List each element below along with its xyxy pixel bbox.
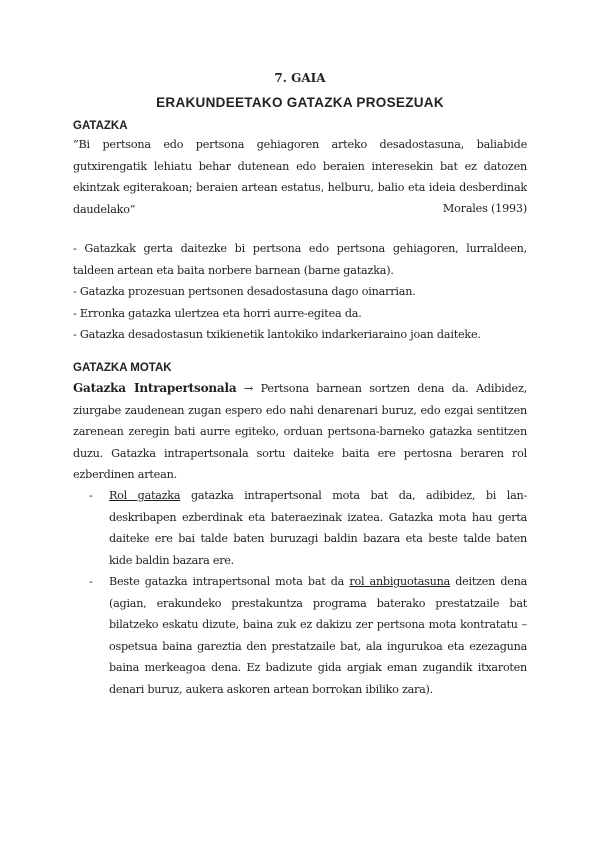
term-intrapertsonala: Gatazka Intrapertsonala <box>73 381 237 395</box>
definition-quote: “Bi pertsona edo pertsona gehiagoren arteko desadostasuna, baliabide gutxirengatik lehiatu behar dutenean edo beraien interesekin bat ez datozen ekintzak egiterakoan; beraien artean estatus, helburu, balio eta ideia desberdinak daudelako” <box>73 138 527 216</box>
page-title: ERAKUNDEETAKO GATAZKA PROSEZUAK <box>156 95 444 110</box>
sub-item-text: Rol gatazka gatazka intrapertsonal mota bat da, adibidez, bi lan-deskribapen ezberdinak eta bateraezinak izatea. Gatazka mota hau gerta daiteke ere bai talde baten buruzagi baldin bazara eta beste talde baten kide baldin bazara ere. <box>109 489 527 567</box>
intrapersonal-paragraph <box>73 378 527 486</box>
section-heading-gatazka: GATAZKA <box>73 120 128 132</box>
underlined-term: rol anbiguotasuna <box>349 575 450 588</box>
arrow-glyph: → <box>236 382 261 395</box>
sub-item-text: Beste gatazka intrapertsonal mota bat da rol anbiguotasuna deitzen dena (agian, erakundeko prestakuntza programa baterako prestatzaile bat bilatzeko eskatu dizute, baina zuk ez dakizu zer pertsona mota kontratatu –ospetsua baina gareztia den prestatzaile bat, ala ingurukoa eta ezezaguna baina merkeagoa dena. Ez badizute gida argiak eman zugandik itxaroten denari buruz, aukera askoren artean borrokan ibiliko zara). <box>109 575 527 696</box>
term-definition: Pertsona barnean sortzen dena da. Adibidez, ziurgabe zaudenean zugan espero edo nahi denarenari buruz, edo ezgai sentitzen zarenean zeregin bati aurre egiteko, orduan pertsona-barneko gatazka sentitzen duzu. Gatazka intrapertsonala sortu daiteke baita ere pertosna beraren rol ezberdinen artean. <box>73 382 528 481</box>
list-item: - Erronka gatazka ulertzea eta horri aurre-egitea da. <box>73 306 362 320</box>
section-heading-gatazka-motak: GATAZKA MOTAK <box>73 362 172 374</box>
underlined-term: Rol gatazka <box>109 489 181 502</box>
dash-marker: - <box>89 489 93 502</box>
quote-citation: Morales (1993) <box>442 202 527 215</box>
chapter-label: 7. GAIA <box>274 71 326 85</box>
list-item: - Gatazkak gerta daitezke bi pertsona edo pertsona gehiagoren, lurraldeen, taldeen artean eta baita norbere barnean (barne gatazka). <box>73 242 527 277</box>
dash-marker: - <box>89 575 93 588</box>
list-item: - Gatazka desadostasun txikienetik lantokiko indarkeriaraino joan daiteke. <box>73 328 481 341</box>
list-item: - Gatazka prozesuan pertsonen desadostasuna dago oinarrian. <box>73 285 416 298</box>
bullet-list <box>73 238 527 346</box>
